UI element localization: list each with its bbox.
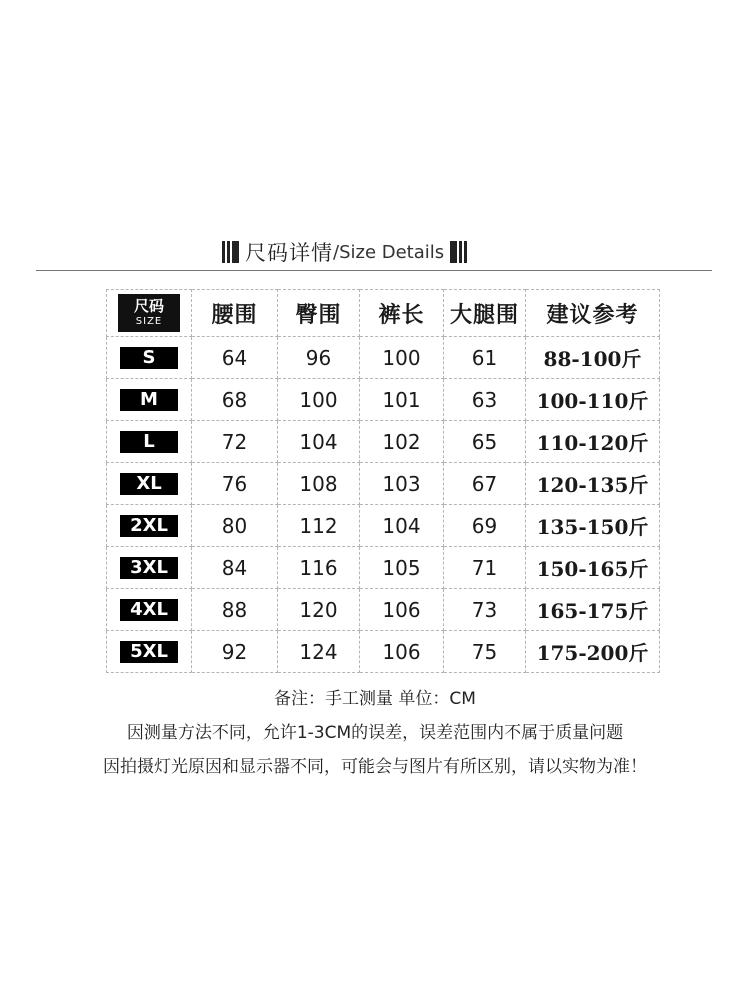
header-weight: [526, 289, 660, 337]
size-cell: [106, 547, 192, 589]
table-header-row: [106, 289, 660, 337]
size-label: 2XL: [120, 515, 178, 537]
thigh-value: 69: [471, 513, 498, 538]
table-row: [106, 421, 660, 463]
thigh-value: 65: [471, 429, 498, 454]
length-cell: [360, 547, 444, 589]
thigh-value: 75: [471, 639, 498, 664]
thigh-cell: [444, 421, 526, 463]
header-label: 腰围: [211, 302, 258, 328]
size-cell: [106, 631, 192, 673]
hip-value: 100: [299, 387, 338, 412]
size-label: L: [120, 431, 178, 453]
table-row: [106, 589, 660, 631]
hip-value: 116: [299, 555, 338, 580]
hip-cell: [278, 463, 360, 505]
hip-cell: [278, 505, 360, 547]
size-badge-cn: 尺码: [133, 297, 164, 315]
length-cell: [360, 337, 444, 379]
header-label: 臀围: [295, 302, 342, 328]
length-value: 102: [382, 429, 421, 454]
length-value: 106: [382, 639, 421, 664]
title-divider: [36, 270, 712, 271]
size-label: 3XL: [120, 557, 178, 579]
size-badge: [118, 294, 180, 332]
hip-cell: [278, 379, 360, 421]
header-length: [360, 289, 444, 337]
header-label: 裤长: [378, 302, 425, 328]
header-waist: [192, 289, 278, 337]
length-cell: [360, 505, 444, 547]
header-label: 建议参考: [546, 302, 639, 328]
waist-cell: [192, 589, 278, 631]
thigh-value: 71: [471, 555, 498, 580]
notes: [0, 682, 750, 784]
title-separator: /: [333, 241, 340, 263]
size-cell: [106, 505, 192, 547]
length-value: 101: [382, 387, 421, 412]
header-thigh: [444, 289, 526, 337]
waist-cell: [192, 463, 278, 505]
size-label: S: [120, 347, 178, 369]
size-label: 4XL: [120, 599, 178, 621]
title-bar: [0, 234, 750, 270]
waist-value: 84: [221, 555, 248, 580]
hip-value: 120: [299, 597, 338, 622]
hip-value: 96: [305, 345, 332, 370]
length-cell: [360, 463, 444, 505]
thigh-cell: [444, 337, 526, 379]
thigh-cell: [444, 463, 526, 505]
title-cn: 尺码详情: [245, 241, 333, 265]
length-value: 104: [382, 513, 421, 538]
weight-cell: [526, 589, 660, 631]
weight-cell: [526, 337, 660, 379]
length-value: 106: [382, 597, 421, 622]
hip-cell: [278, 421, 360, 463]
weight-cell: [526, 421, 660, 463]
size-cell: [106, 589, 192, 631]
header-label: 大腿围: [449, 302, 519, 328]
waist-value: 64: [221, 345, 248, 370]
size-label: M: [120, 389, 178, 411]
length-cell: [360, 631, 444, 673]
hip-cell: [278, 337, 360, 379]
note-disclaimer: 因拍摄灯光原因和显示器不同，可能会与图片有所区别，请以实物为准！: [103, 757, 647, 777]
size-badge-en: SIZE: [135, 316, 163, 327]
table-row: [106, 337, 660, 379]
hip-value: 104: [299, 429, 338, 454]
weight-cell: [526, 631, 660, 673]
thigh-cell: [444, 631, 526, 673]
weight-value: 150-165斤: [536, 557, 649, 581]
note-unit: 备注：手工测量 单位：CM: [274, 689, 476, 709]
thigh-cell: [444, 505, 526, 547]
size-label: XL: [120, 473, 178, 495]
length-value: 103: [382, 471, 421, 496]
waist-cell: [192, 631, 278, 673]
weight-value: 88-100斤: [543, 347, 642, 371]
thigh-value: 67: [471, 471, 498, 496]
table-row: [106, 547, 660, 589]
hip-value: 108: [299, 471, 338, 496]
weight-cell: [526, 505, 660, 547]
weight-cell: [526, 463, 660, 505]
right-bars-icon: [450, 241, 467, 263]
waist-cell: [192, 337, 278, 379]
length-cell: [360, 421, 444, 463]
table-row: [106, 463, 660, 505]
size-cell: [106, 421, 192, 463]
length-cell: [360, 379, 444, 421]
hip-value: 124: [299, 639, 338, 664]
thigh-cell: [444, 379, 526, 421]
weight-cell: [526, 379, 660, 421]
length-value: 105: [382, 555, 421, 580]
size-table: [106, 289, 660, 673]
header-hip: [278, 289, 360, 337]
size-cell: [106, 463, 192, 505]
waist-value: 88: [221, 597, 248, 622]
hip-cell: [278, 547, 360, 589]
weight-value: 120-135斤: [536, 473, 649, 497]
note-tolerance: 因测量方法不同，允许1-3CM的误差，误差范围内不属于质量问题: [126, 723, 624, 743]
thigh-cell: [444, 547, 526, 589]
weight-value: 135-150斤: [536, 515, 649, 539]
waist-value: 76: [221, 471, 248, 496]
hip-value: 112: [299, 513, 338, 538]
page-title: [222, 234, 467, 270]
weight-value: 175-200斤: [536, 641, 649, 665]
length-value: 100: [382, 345, 421, 370]
weight-cell: [526, 547, 660, 589]
thigh-value: 63: [471, 387, 498, 412]
weight-value: 165-175斤: [536, 599, 649, 623]
header-corner: [106, 289, 192, 337]
hip-cell: [278, 631, 360, 673]
waist-value: 68: [221, 387, 248, 412]
waist-cell: [192, 547, 278, 589]
table-row: [106, 631, 660, 673]
title-en: Size Details: [339, 241, 445, 263]
table-row: [106, 505, 660, 547]
left-bars-icon: [222, 241, 239, 263]
waist-cell: [192, 379, 278, 421]
thigh-value: 73: [471, 597, 498, 622]
table-row: [106, 379, 660, 421]
size-cell: [106, 379, 192, 421]
length-cell: [360, 589, 444, 631]
hip-cell: [278, 589, 360, 631]
size-label: 5XL: [120, 641, 178, 663]
weight-value: 100-110斤: [536, 389, 649, 413]
weight-value: 110-120斤: [536, 431, 649, 455]
waist-cell: [192, 421, 278, 463]
waist-value: 92: [221, 639, 248, 664]
waist-cell: [192, 505, 278, 547]
waist-value: 72: [221, 429, 248, 454]
thigh-value: 61: [471, 345, 498, 370]
thigh-cell: [444, 589, 526, 631]
size-cell: [106, 337, 192, 379]
waist-value: 80: [221, 513, 248, 538]
